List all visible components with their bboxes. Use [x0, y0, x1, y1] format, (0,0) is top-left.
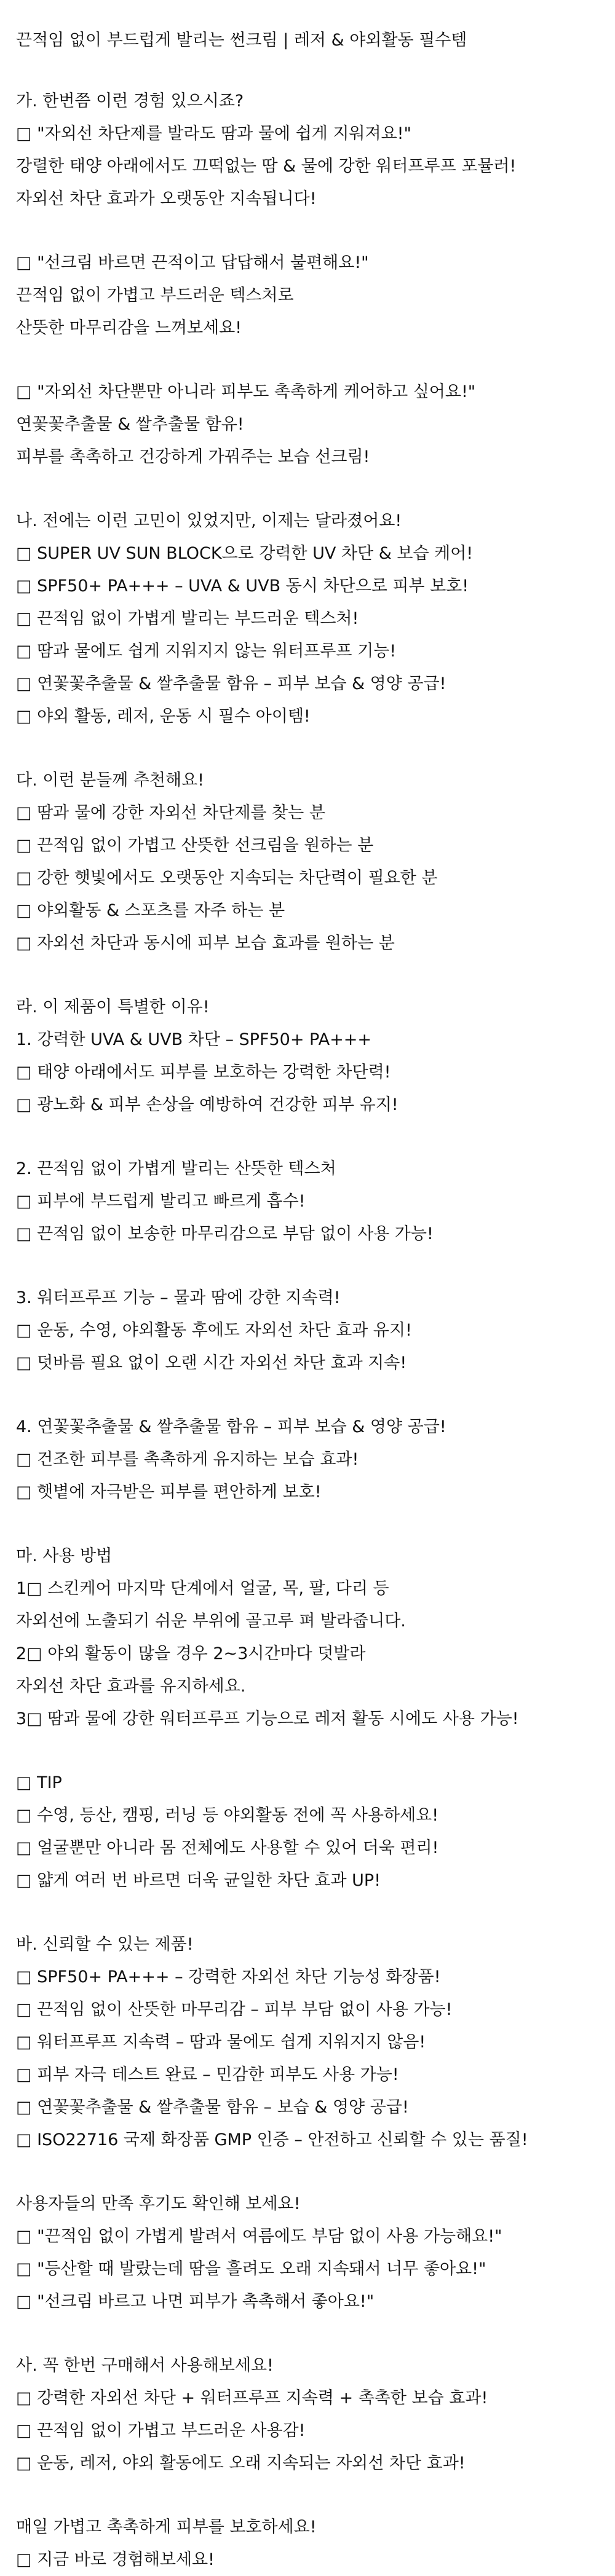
text-line: □ 연꽃꽃추출물 & 쌀추출물 함유 – 보습 & 영양 공급!: [16, 2098, 409, 2117]
text-section: [16, 2511, 599, 2576]
text-line: 자외선에 노출되기 쉬운 부위에 골고루 펴 발라줍니다.: [16, 1612, 406, 1631]
text-line: 가. 한번쯤 이런 경험 있으시죠?: [16, 92, 244, 111]
text-line: 강렬한 태양 아래에서도 끄떡없는 땀 & 물에 강한 워터프루프 포뮬러!: [16, 157, 517, 176]
text-section: [16, 1767, 599, 1897]
text-section: [16, 764, 599, 959]
text-line: 자외선 차단 효과를 유지하세요.: [16, 1677, 246, 1696]
document-title: 끈적임 없이 부드럽게 발리는 썬크림 | 레저 & 야외활동 필수템: [16, 31, 467, 50]
text-line: 자외선 차단 효과가 오랫동안 지속됩니다!: [16, 189, 317, 208]
text-line: □ ISO22716 국제 화장품 GMP 인증 – 안전하고 신뢰할 수 있는 품질!: [16, 2130, 528, 2149]
text-line: □ 건조한 피부를 촉촉하게 유지하는 보습 효과!: [16, 1450, 359, 1469]
text-section: [16, 1411, 599, 1508]
text-line: □ 운동, 레저, 야외 활동에도 오래 지속되는 자외선 차단 효과!: [16, 2454, 466, 2473]
text-line: 바. 신뢰할 수 있는 제품!: [16, 1935, 194, 1954]
text-line: □ 야외 활동, 레저, 운동 시 필수 아이템!: [16, 707, 311, 726]
text-line: 끈적임 없이 가볍고 부드러운 텍스처로: [16, 286, 294, 305]
text-section: [16, 246, 599, 344]
text-line: 3□ 땀과 물에 강한 워터프루프 기능으로 레저 활동 시에도 사용 가능!: [16, 1709, 519, 1728]
text-line: □ 수영, 등산, 캠핑, 러닝 등 야외활동 전에 꼭 사용하세요!: [16, 1806, 439, 1825]
text-line: □ 지금 바로 경험해보세요!: [16, 2550, 215, 2569]
text-section: [16, 1152, 599, 1250]
text-line: □ 야외활동 & 스포츠를 자주 하는 분: [16, 901, 285, 920]
text-line: 연꽃꽃추출물 & 쌀추출물 함유!: [16, 415, 244, 434]
text-section: [16, 1282, 599, 1379]
text-line: 2. 끈적임 없이 가볍게 발리는 산뜻한 텍스처: [16, 1159, 336, 1178]
text-line: □ 끈적임 없이 가볍고 산뜻한 선크림을 원하는 분: [16, 836, 374, 855]
text-section: [16, 2188, 599, 2318]
text-line: □ SUPER UV SUN BLOCK으로 강력한 UV 차단 & 보습 케어!: [16, 544, 474, 563]
text-line: □ TIP: [16, 1773, 62, 1792]
text-line: □ SPF50+ PA+++ – 강력한 자외선 차단 기능성 화장품!: [16, 1967, 441, 1987]
text-line: 사. 꼭 한번 구매해서 사용해보세요!: [16, 2356, 274, 2375]
text-section: [16, 376, 599, 473]
text-line: 마. 사용 방법: [16, 1546, 113, 1566]
text-line: □ SPF50+ PA+++ – UVA & UVB 동시 차단으로 피부 보호!: [16, 577, 469, 596]
text-line: 피부를 촉촉하고 건강하게 가꿔주는 보습 선크림!: [16, 447, 370, 467]
text-section: [16, 505, 599, 733]
text-line: □ "자외선 차단제를 발라도 땀과 물에 쉽게 지워져요!": [16, 124, 411, 143]
text-section: [16, 2349, 599, 2479]
text-section: [16, 991, 599, 1121]
text-line: □ "끈적임 없이 가볍게 발려서 여름에도 부담 없이 사용 가능해요!": [16, 2227, 502, 2246]
text-section: [16, 1540, 599, 1735]
text-line: □ 운동, 수영, 야외활동 후에도 자외선 차단 효과 유지!: [16, 1321, 412, 1340]
text-line: □ 땀과 물에 강한 자외선 차단제를 찾는 분: [16, 803, 325, 822]
text-line: □ 땀과 물에도 쉽게 지워지지 않는 워터프루프 기능!: [16, 642, 397, 661]
text-line: □ 피부에 부드럽게 발리고 빠르게 흡수!: [16, 1192, 306, 1211]
text-line: □ "선크림 바르고 나면 피부가 촉촉해서 좋아요!": [16, 2292, 375, 2311]
text-section: [16, 1928, 599, 2156]
text-line: 4. 연꽃꽃추출물 & 쌀추출물 함유 – 피부 보습 & 영양 공급!: [16, 1417, 446, 1436]
text-line: 사용자들의 만족 후기도 확인해 보세요!: [16, 2194, 301, 2213]
text-line: □ 얇게 여러 번 바르면 더욱 균일한 차단 효과 UP!: [16, 1871, 381, 1890]
text-line: □ 태양 아래에서도 피부를 보호하는 강력한 차단력!: [16, 1063, 391, 1082]
text-line: □ 끈적임 없이 산뜻한 마무리감 – 피부 부담 없이 사용 가능!: [16, 2000, 453, 2019]
text-line: □ 햇볕에 자극받은 피부를 편안하게 보호!: [16, 1483, 322, 1502]
text-line: □ 끈적임 없이 가볍고 부드러운 사용감!: [16, 2421, 306, 2440]
text-line: □ 끈적임 없이 보송한 마무리감으로 부담 없이 사용 가능!: [16, 1224, 434, 1243]
text-line: 2□ 야외 활동이 많을 경우 2~3시간마다 덧발라: [16, 1644, 366, 1663]
text-line: 나. 전에는 이런 고민이 있었지만, 이제는 달라졌어요!: [16, 511, 402, 530]
text-line: □ 덧바름 필요 없이 오랜 시간 자외선 차단 효과 지속!: [16, 1353, 407, 1373]
text-line: □ 얼굴뿐만 아니라 몸 전체에도 사용할 수 있어 더욱 편리!: [16, 1838, 439, 1857]
document-body: [16, 85, 599, 2576]
text-line: 1. 강력한 UVA & UVB 차단 – SPF50+ PA+++: [16, 1030, 371, 1049]
text-line: 산뜻한 마무리감을 느껴보세요!: [16, 318, 242, 337]
text-line: 라. 이 제품이 특별한 이유!: [16, 998, 210, 1017]
text-line: □ 강력한 자외선 차단 + 워터프루프 지속력 + 촉촉한 보습 효과!: [16, 2389, 488, 2408]
text-line: □ "자외선 차단뿐만 아니라 피부도 촉촉하게 케어하고 싶어요!": [16, 382, 476, 401]
text-line: □ 워터프루프 지속력 – 땀과 물에도 쉽게 지워지지 않음!: [16, 2033, 426, 2052]
text-line: □ 강한 햇빛에서도 오랫동안 지속되는 차단력이 필요한 분: [16, 869, 438, 888]
text-line: □ 광노화 & 피부 손상을 예방하여 건강한 피부 유지!: [16, 1095, 399, 1114]
text-line: 1□ 스킨케어 마지막 단계에서 얼굴, 목, 팔, 다리 등: [16, 1579, 389, 1598]
text-line: □ 연꽃꽃추출물 & 쌀추출물 함유 – 피부 보습 & 영양 공급!: [16, 674, 446, 693]
text-line: 매일 가볍고 촉촉하게 피부를 보호하세요!: [16, 2518, 317, 2537]
text-line: □ 자외선 차단과 동시에 피부 보습 효과를 원하는 분: [16, 934, 395, 953]
text-line: □ "등산할 때 발랐는데 땀을 흘려도 오래 지속돼서 너무 좋아요!": [16, 2259, 486, 2279]
text-line: 3. 워터프루프 기능 – 물과 땀에 강한 지속력!: [16, 1288, 341, 1307]
text-section: [16, 85, 599, 215]
text-line: □ 끈적임 없이 가볍게 발리는 부드러운 텍스처!: [16, 609, 359, 628]
text-line: □ "선크림 바르면 끈적이고 답답해서 불편해요!": [16, 253, 369, 272]
text-line: □ 피부 자극 테스트 완료 – 민감한 피부도 사용 가능!: [16, 2065, 399, 2084]
text-line: 다. 이런 분들께 추천해요!: [16, 771, 204, 790]
